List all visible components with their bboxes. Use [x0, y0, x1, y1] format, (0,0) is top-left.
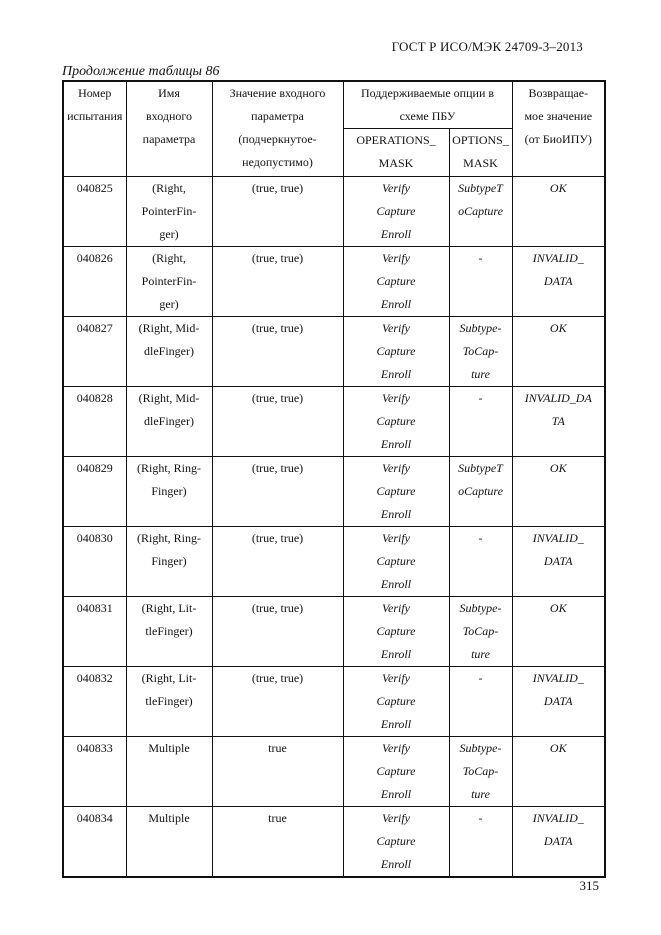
- cell-parameter-name: Multiple: [126, 807, 212, 878]
- cell-options-mask: -: [449, 387, 512, 457]
- test-cases-table: [62, 80, 606, 878]
- cell-parameter-value: (true, true): [212, 527, 343, 597]
- cell-options-mask: -: [449, 527, 512, 597]
- cell-test-number: 040829: [63, 457, 126, 527]
- table-row: [63, 177, 605, 247]
- header-options: Поддерживаемые опции в схеме ПБУ: [343, 81, 512, 129]
- cell-parameter-name: (Right, Ring- Finger): [126, 457, 212, 527]
- cell-operations-mask: Verify Capture Enroll: [343, 597, 449, 667]
- cell-parameter-name: (Right, Mid- dleFinger): [126, 317, 212, 387]
- cell-options-mask: SubtypeT oCapture: [449, 457, 512, 527]
- cell-return-value: INVALID_ DATA: [512, 247, 605, 317]
- cell-test-number: 040833: [63, 737, 126, 807]
- document-code: ГОСТ Р ИСО/МЭК 24709-3–2013: [391, 39, 583, 54]
- cell-options-mask: -: [449, 247, 512, 317]
- table-row: [63, 387, 605, 457]
- cell-parameter-name: (Right, Lit- tleFinger): [126, 667, 212, 737]
- table-row: [63, 807, 605, 878]
- table-row: [63, 247, 605, 317]
- cell-parameter-value: (true, true): [212, 247, 343, 317]
- header-operations-mask: OPERATIONS_ MASK: [343, 129, 449, 177]
- table-row: [63, 457, 605, 527]
- cell-options-mask: -: [449, 667, 512, 737]
- table-row: [63, 527, 605, 597]
- cell-test-number: 040827: [63, 317, 126, 387]
- table-row: [63, 317, 605, 387]
- cell-test-number: 040825: [63, 177, 126, 247]
- cell-test-number: 040831: [63, 597, 126, 667]
- cell-parameter-value: (true, true): [212, 177, 343, 247]
- cell-operations-mask: Verify Capture Enroll: [343, 247, 449, 317]
- cell-operations-mask: Verify Capture Enroll: [343, 667, 449, 737]
- cell-operations-mask: Verify Capture Enroll: [343, 317, 449, 387]
- cell-test-number: 040828: [63, 387, 126, 457]
- cell-operations-mask: Verify Capture Enroll: [343, 527, 449, 597]
- cell-operations-mask: Verify Capture Enroll: [343, 457, 449, 527]
- table-row: [63, 667, 605, 737]
- cell-operations-mask: Verify Capture Enroll: [343, 177, 449, 247]
- table-caption: Продолжение таблицы 86: [62, 64, 220, 79]
- table-row: [63, 737, 605, 807]
- cell-parameter-value: true: [212, 807, 343, 878]
- cell-parameter-name: (Right, Mid- dleFinger): [126, 387, 212, 457]
- cell-parameter-name: (Right, Lit- tleFinger): [126, 597, 212, 667]
- cell-parameter-name: (Right, PointerFin- ger): [126, 177, 212, 247]
- cell-operations-mask: Verify Capture Enroll: [343, 737, 449, 807]
- cell-return-value: INVALID_ DATA: [512, 667, 605, 737]
- cell-parameter-name: Multiple: [126, 737, 212, 807]
- cell-options-mask: SubtypeT oCapture: [449, 177, 512, 247]
- header-name: Имя входного параметра: [126, 81, 212, 177]
- cell-options-mask: Subtype- ToCap- ture: [449, 317, 512, 387]
- cell-return-value: INVALID_ DATA: [512, 807, 605, 878]
- cell-return-value: OK: [512, 737, 605, 807]
- cell-return-value: OK: [512, 177, 605, 247]
- header-number: Номер испытания: [63, 81, 126, 177]
- cell-options-mask: Subtype- ToCap- ture: [449, 597, 512, 667]
- cell-test-number: 040830: [63, 527, 126, 597]
- cell-return-value: INVALID_DA TA: [512, 387, 605, 457]
- cell-parameter-value: true: [212, 737, 343, 807]
- cell-parameter-value: (true, true): [212, 457, 343, 527]
- cell-parameter-value: (true, true): [212, 597, 343, 667]
- cell-return-value: OK: [512, 317, 605, 387]
- cell-parameter-name: (Right, Ring- Finger): [126, 527, 212, 597]
- cell-test-number: 040826: [63, 247, 126, 317]
- cell-return-value: INVALID_ DATA: [512, 527, 605, 597]
- table-row: [63, 597, 605, 667]
- cell-operations-mask: Verify Capture Enroll: [343, 387, 449, 457]
- cell-parameter-value: (true, true): [212, 667, 343, 737]
- cell-parameter-value: (true, true): [212, 317, 343, 387]
- header-return: Возвращае- мое значение (от БиоИПУ): [512, 81, 605, 177]
- cell-return-value: OK: [512, 597, 605, 667]
- cell-operations-mask: Verify Capture Enroll: [343, 807, 449, 878]
- header-options-mask: OPTIONS_ MASK: [449, 129, 512, 177]
- cell-options-mask: Subtype- ToCap- ture: [449, 737, 512, 807]
- cell-return-value: OK: [512, 457, 605, 527]
- cell-parameter-name: (Right, PointerFin- ger): [126, 247, 212, 317]
- cell-test-number: 040834: [63, 807, 126, 878]
- page-number: 315: [579, 878, 599, 893]
- table-body: [63, 177, 605, 878]
- cell-test-number: 040832: [63, 667, 126, 737]
- cell-options-mask: -: [449, 807, 512, 878]
- cell-parameter-value: (true, true): [212, 387, 343, 457]
- header-value: Значение входного параметра (подчеркнутое- недопустимо): [212, 81, 343, 177]
